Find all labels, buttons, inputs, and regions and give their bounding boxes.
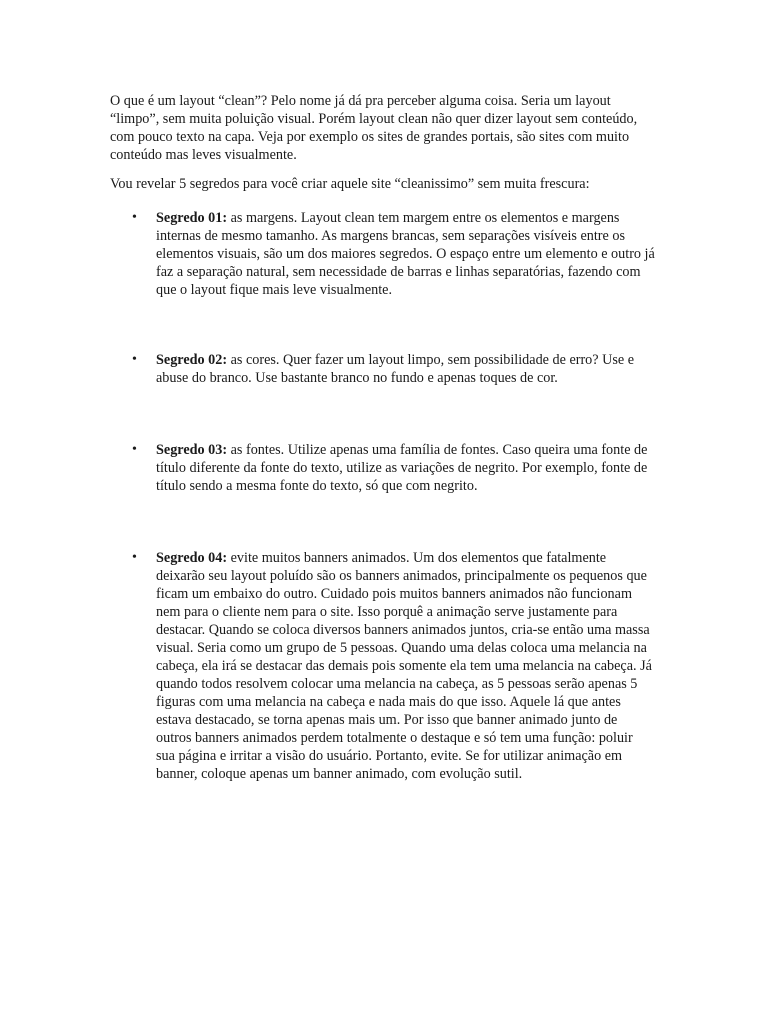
intro-paragraph: O que é um layout “clean”? Pelo nome já dá pra perceber alguma coisa. Seria um layout “limpo”, sem muita poluição visual. Porém layout clean não quer dizer layout sem conteúdo, com pouco texto na capa. Veja por exemplo os sites de grandes portais, são sites com muito conteúdo mas leves visualmente.: [110, 93, 638, 163]
item-title: Segredo 04:: [156, 550, 228, 566]
item-text: as cores. Quer fazer um layout limpo, sem possibilidade de erro? Use e abuse do branco. Use bastante branco no fundo e apenas toques de cor.: [156, 352, 635, 386]
lead-paragraph: Vou revelar 5 segredos para você criar aquele site “cleanissimo” sem muita frescura:: [110, 176, 590, 192]
list-item-segredo-04: [110, 549, 655, 783]
item-text: as fontes. Utilize apenas uma família de fontes. Caso queira uma fonte de título diferente da fonte do texto, utilize as variações de negrito. Por exemplo, fonte de título sendo a mesma fonte do texto, só que com negrito.: [156, 442, 648, 494]
item-title: Segredo 03:: [156, 442, 228, 458]
bullet-icon: •: [132, 352, 137, 367]
item-text: evite muitos banners animados. Um dos elementos que fatalmente deixarão seu layout poluído são os banners animados, principalmente os pequenos que ficam um embaixo do outro. Cuidado pois muitos banners animados não funcionam nem para o cliente nem para o site. Isso porquê a animação serve justamente para destacar. Quando se coloca diversos banners animados juntos, cria-se então uma massa visual. Seria como um grupo de 5 pessoas. Quando uma delas coloca uma melancia na cabeça, ela irá se destacar das demais pois somente ela tem uma melancia na cabeça. Já quando todos resolvem colocar uma melancia na cabeça, as 5 pessoas serão apenas 5 figuras com uma melancia na cabeça e nada mais do que isso. Aquele lá que antes estava destacado, se torna apenas mais um. Por isso que banner animado junto de outros banners animados perdem totalmente o destaque e só tem uma função: poluir sua página e irritar a visão do usuário. Portanto, evite. Se for utilizar animação em banner, coloque apenas um banner animado, com evolução sutil.: [156, 550, 652, 782]
bullet-icon: •: [132, 550, 137, 565]
item-text: as margens. Layout clean tem margem entre os elementos e margens internas de mesmo tamanho. As margens brancas, sem separações visíveis entre os elementos visuais, são um dos maiores segredos. O espaço entre um elemento e outro já faz a separação natural, sem necessidade de barras e linhas separatórias, fazendo com que o layout fique mais leve visualmente.: [156, 210, 655, 298]
bullet-icon: •: [132, 210, 137, 225]
list-item-segredo-01: [110, 209, 655, 299]
item-title: Segredo 02:: [156, 352, 228, 368]
item-title: Segredo 01:: [156, 210, 228, 226]
list-item-segredo-02: [110, 351, 655, 387]
list-item-segredo-03: [110, 441, 655, 495]
bullet-icon: •: [132, 442, 137, 457]
secrets-list: [110, 209, 655, 783]
document-body: [110, 92, 655, 783]
